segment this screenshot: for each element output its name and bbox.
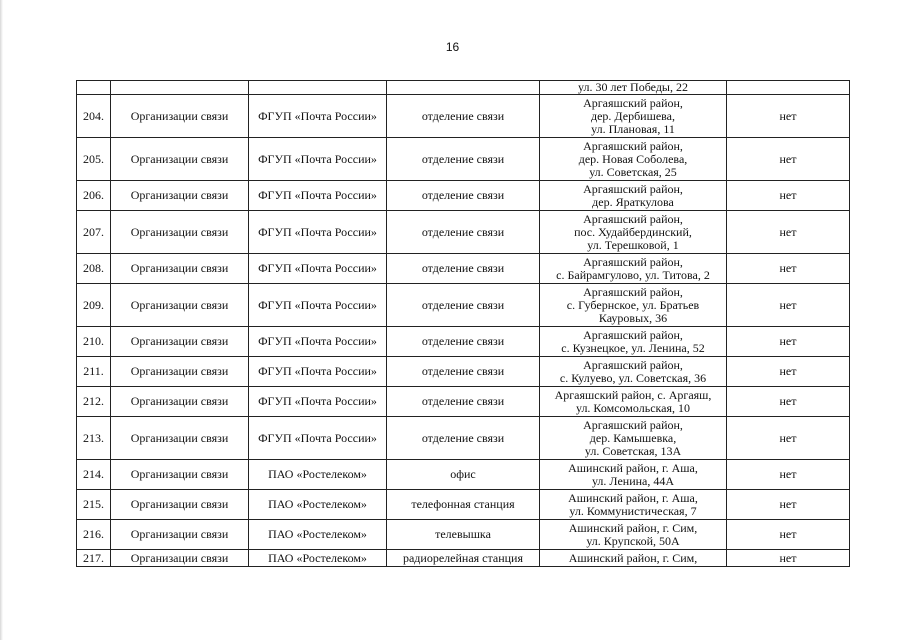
- cell-value: нет: [727, 550, 850, 567]
- cell-object: отделение связи: [387, 181, 540, 211]
- cell-object: радиорелейная станция: [387, 550, 540, 567]
- cell-object: отделение связи: [387, 417, 540, 460]
- cell-category: Организации связи: [111, 211, 249, 254]
- table-row: [77, 550, 850, 567]
- cell-num: 210.: [77, 327, 111, 357]
- cell-object: офис: [387, 460, 540, 490]
- cell-category: Организации связи: [111, 417, 249, 460]
- cell-value: нет: [727, 357, 850, 387]
- cell-object: отделение связи: [387, 95, 540, 138]
- cell-category: Организации связи: [111, 181, 249, 211]
- cell-num: 214.: [77, 460, 111, 490]
- data-table: [76, 80, 850, 567]
- cell-value: [727, 81, 850, 95]
- cell-category: [111, 81, 249, 95]
- cell-object: отделение связи: [387, 211, 540, 254]
- cell-org: ФГУП «Почта России»: [249, 327, 387, 357]
- cell-category: Организации связи: [111, 357, 249, 387]
- cell-address: Аргаяшский район, дер. Дербишева, ул. Плановая, 11: [540, 95, 727, 138]
- cell-num: 204.: [77, 95, 111, 138]
- cell-object: отделение связи: [387, 254, 540, 284]
- cell-address: Ашинский район, г. Сим, ул. Крупской, 50А: [540, 520, 727, 550]
- cell-value: нет: [727, 327, 850, 357]
- cell-value: нет: [727, 284, 850, 327]
- cell-object: отделение связи: [387, 138, 540, 181]
- table-row: [77, 181, 850, 211]
- cell-num: 207.: [77, 211, 111, 254]
- table-row: [77, 490, 850, 520]
- cell-org: ПАО «Ростелеком»: [249, 550, 387, 567]
- cell-value: нет: [727, 138, 850, 181]
- cell-org: ФГУП «Почта России»: [249, 138, 387, 181]
- cell-address: Аргаяшский район, дер. Камышевка, ул. Советская, 13А: [540, 417, 727, 460]
- cell-org: ФГУП «Почта России»: [249, 387, 387, 417]
- cell-org: ФГУП «Почта России»: [249, 181, 387, 211]
- cell-address: Аргаяшский район, дер. Яраткулова: [540, 181, 727, 211]
- cell-address: Аргаяшский район, с. Кулуево, ул. Советская, 36: [540, 357, 727, 387]
- cell-num: 215.: [77, 490, 111, 520]
- cell-value: нет: [727, 490, 850, 520]
- cell-org: ФГУП «Почта России»: [249, 417, 387, 460]
- cell-org: ФГУП «Почта России»: [249, 211, 387, 254]
- cell-value: нет: [727, 181, 850, 211]
- cell-num: 211.: [77, 357, 111, 387]
- cell-value: нет: [727, 387, 850, 417]
- table-row: [77, 417, 850, 460]
- cell-num: 208.: [77, 254, 111, 284]
- cell-address: ул. 30 лет Победы, 22: [540, 81, 727, 95]
- page-edge-shadow: [0, 0, 3, 640]
- cell-org: ФГУП «Почта России»: [249, 284, 387, 327]
- cell-address: Аргаяшский район, с. Губернское, ул. Братьев Кауровых, 36: [540, 284, 727, 327]
- cell-category: Организации связи: [111, 284, 249, 327]
- page-number: 16: [445, 40, 460, 54]
- cell-org: ПАО «Ростелеком»: [249, 520, 387, 550]
- cell-num: 212.: [77, 387, 111, 417]
- table-row: [77, 357, 850, 387]
- cell-num: 209.: [77, 284, 111, 327]
- cell-num: 216.: [77, 520, 111, 550]
- cell-category: Организации связи: [111, 520, 249, 550]
- table-row: [77, 254, 850, 284]
- table-row-continued: [77, 81, 850, 95]
- table-row: [77, 95, 850, 138]
- cell-category: Организации связи: [111, 138, 249, 181]
- cell-org: [249, 81, 387, 95]
- table-row: [77, 460, 850, 490]
- cell-num: 205.: [77, 138, 111, 181]
- cell-org: ФГУП «Почта России»: [249, 95, 387, 138]
- cell-address: Ашинский район, г. Аша, ул. Коммунистическая, 7: [540, 490, 727, 520]
- cell-address: Аргаяшский район, с. Байрамгулово, ул. Титова, 2: [540, 254, 727, 284]
- cell-value: нет: [727, 460, 850, 490]
- table-body: [77, 81, 850, 567]
- cell-value: нет: [727, 417, 850, 460]
- cell-address: Аргаяшский район, пос. Худайбердинский, ул. Терешковой, 1: [540, 211, 727, 254]
- cell-category: Организации связи: [111, 460, 249, 490]
- cell-object: отделение связи: [387, 327, 540, 357]
- table-row: [77, 138, 850, 181]
- cell-org: ФГУП «Почта России»: [249, 357, 387, 387]
- cell-object: телефонная станция: [387, 490, 540, 520]
- cell-object: телевышка: [387, 520, 540, 550]
- cell-address: Ашинский район, г. Сим,: [540, 550, 727, 567]
- cell-category: Организации связи: [111, 550, 249, 567]
- cell-object: [387, 81, 540, 95]
- cell-category: Организации связи: [111, 327, 249, 357]
- cell-value: нет: [727, 95, 850, 138]
- cell-value: нет: [727, 211, 850, 254]
- cell-address: Аргаяшский район, с. Аргаяш, ул. Комсомольская, 10: [540, 387, 727, 417]
- table-row: [77, 327, 850, 357]
- table-row: [77, 520, 850, 550]
- cell-org: ПАО «Ростелеком»: [249, 460, 387, 490]
- cell-category: Организации связи: [111, 387, 249, 417]
- cell-address: Ашинский район, г. Аша, ул. Ленина, 44А: [540, 460, 727, 490]
- cell-category: Организации связи: [111, 490, 249, 520]
- cell-org: ФГУП «Почта России»: [249, 254, 387, 284]
- cell-num: 217.: [77, 550, 111, 567]
- cell-address: Аргаяшский район, с. Кузнецкое, ул. Ленина, 52: [540, 327, 727, 357]
- cell-category: Организации связи: [111, 95, 249, 138]
- cell-object: отделение связи: [387, 387, 540, 417]
- cell-num: 206.: [77, 181, 111, 211]
- cell-address: Аргаяшский район, дер. Новая Соболева, ул. Советская, 25: [540, 138, 727, 181]
- table-row: [77, 211, 850, 254]
- cell-category: Организации связи: [111, 254, 249, 284]
- cell-object: отделение связи: [387, 284, 540, 327]
- cell-org: ПАО «Ростелеком»: [249, 490, 387, 520]
- cell-num: 213.: [77, 417, 111, 460]
- cell-value: нет: [727, 254, 850, 284]
- table-row: [77, 387, 850, 417]
- table-row: [77, 284, 850, 327]
- cell-value: нет: [727, 520, 850, 550]
- cell-num: [77, 81, 111, 95]
- cell-object: отделение связи: [387, 357, 540, 387]
